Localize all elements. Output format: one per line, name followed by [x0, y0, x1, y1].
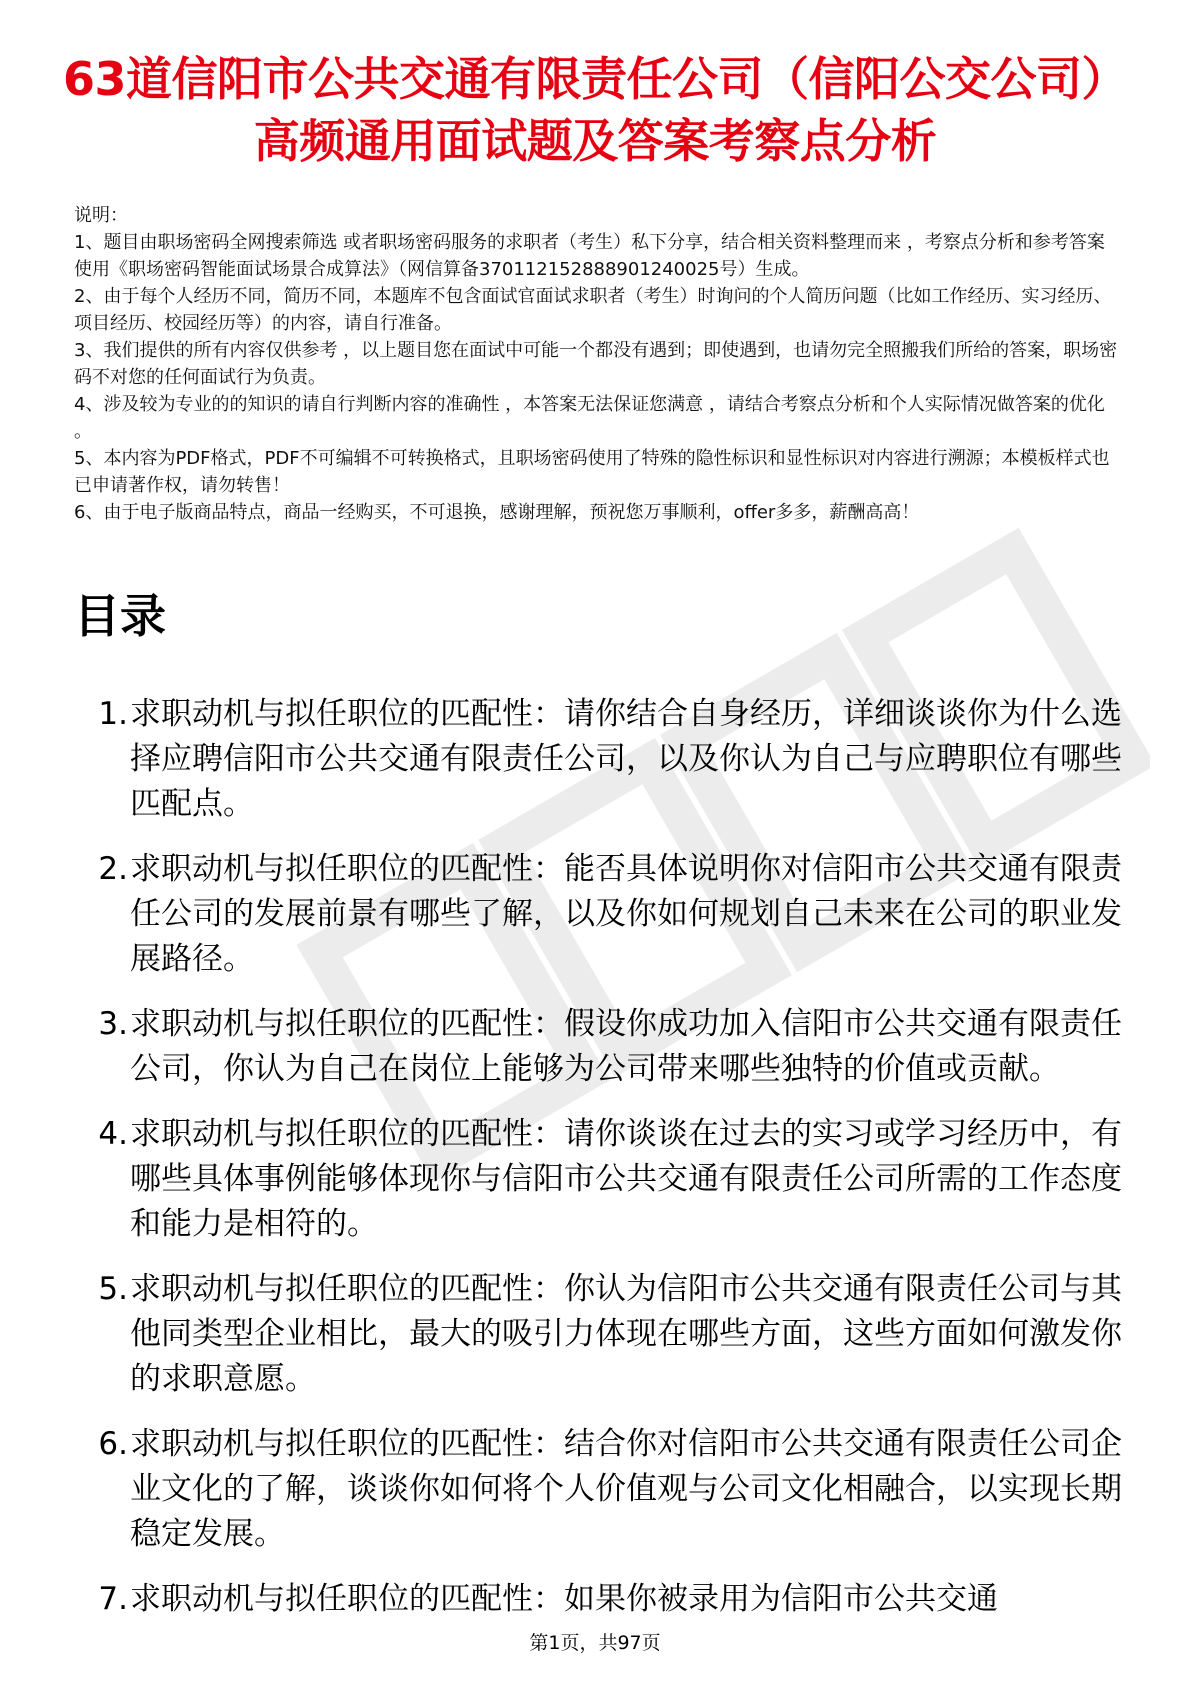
toc-item-number: 7. [98, 1581, 128, 1617]
notes-heading: 说明： [74, 205, 128, 226]
toc-item-number: 4. [98, 1116, 128, 1152]
toc-item-number: 1. [98, 696, 128, 732]
toc-item-number: 5. [98, 1271, 128, 1307]
toc-item-text[interactable]: 求职动机与拟任职位的匹配性：结合你对信阳市公共交通有限责任公司企业文化的了解，谈谈你如何将个人价值观与公司文化相融合，以实现长期稳定发展。 [130, 1426, 1122, 1552]
toc-item-text[interactable]: 求职动机与拟任职位的匹配性：能否具体说明你对信阳市公共交通有限责任公司的发展前景有哪些了解，以及你如何规划自己未来在公司的职业发展路径。 [130, 851, 1122, 977]
document-title: 63道信阳市公共交通有限责任公司（信阳公交公司）高频通用面试题及答案考察点分析 [62, 52, 1127, 168]
table-of-contents [74, 692, 1124, 1642]
note-item: 2、由于每个人经历不同，简历不同，本题库不包含面试官面试求职者（考生）时询问的个人简历问题（比如工作经历、实习经历、项目经历、校园经历等）的内容，请自行准备。 [74, 286, 1112, 334]
page-number: 第1页，共97页 [529, 1632, 661, 1654]
toc-item-text[interactable]: 求职动机与拟任职位的匹配性：你认为信阳市公共交通有限责任公司与其他同类型企业相比，最大的吸引力体现在哪些方面，这些方面如何激发你的求职意愿。 [130, 1271, 1122, 1397]
toc-item[interactable] [74, 1002, 1124, 1092]
toc-item[interactable] [74, 1422, 1124, 1557]
toc-item-text[interactable]: 求职动机与拟任职位的匹配性：如果你被录用为信阳市公共交通 [130, 1581, 998, 1617]
disclaimer-notes [74, 202, 1120, 526]
toc-item-text[interactable]: 求职动机与拟任职位的匹配性：假设你成功加入信阳市公共交通有限责任公司，你认为自己在岗位上能够为公司带来哪些独特的价值或贡献。 [130, 1006, 1122, 1087]
toc-item[interactable] [74, 1112, 1124, 1247]
toc-item-number: 2. [98, 851, 128, 887]
toc-item[interactable] [74, 692, 1124, 827]
toc-item[interactable] [74, 847, 1124, 982]
note-item: 5、本内容为PDF格式，PDF不可编辑不可转换格式，且职场密码使用了特殊的隐性标识和显性标识对内容进行溯源；本模板样式也已申请著作权，请勿转售！ [74, 448, 1110, 496]
note-item: 4、涉及较为专业的的知识的请自行判断内容的准确性 ，本答案无法保证您满意 ，请结合考察点分析和个人实际情况做答案的优化 。 [74, 394, 1105, 442]
toc-item[interactable] [74, 1267, 1124, 1402]
note-item: 1、题目由职场密码全网搜索筛选 或者职场密码服务的求职者（考生）私下分享，结合相关资料整理而来 ，考察点分析和参考答案使用《职场密码智能面试场景合成算法》（网信算备370112152888901240025号）生成。 [74, 232, 1105, 280]
note-item: 3、我们提供的所有内容仅供参考 ，以上题目您在面试中可能一个都没有遇到；即使遇到，也请勿完全照搬我们所给的答案，职场密码不对您的任何面试行为负责。 [74, 340, 1118, 388]
toc-heading: 目录 [74, 589, 166, 643]
toc-item-number: 6. [98, 1426, 128, 1462]
note-item: 6、由于电子版商品特点，商品一经购买，不可退换，感谢理解，预祝您万事顺利，offer多多，薪酬高高！ [74, 502, 920, 523]
toc-item[interactable] [74, 1577, 1124, 1622]
toc-item-text[interactable]: 求职动机与拟任职位的匹配性：请你谈谈在过去的实习或学习经历中，有哪些具体事例能够体现你与信阳市公共交通有限责任公司所需的工作态度和能力是相符的。 [130, 1116, 1122, 1242]
toc-item-number: 3. [98, 1006, 128, 1042]
toc-item-text[interactable]: 求职动机与拟任职位的匹配性：请你结合自身经历，详细谈谈你为什么选择应聘信阳市公共交通有限责任公司，以及你认为自己与应聘职位有哪些匹配点。 [130, 696, 1122, 822]
